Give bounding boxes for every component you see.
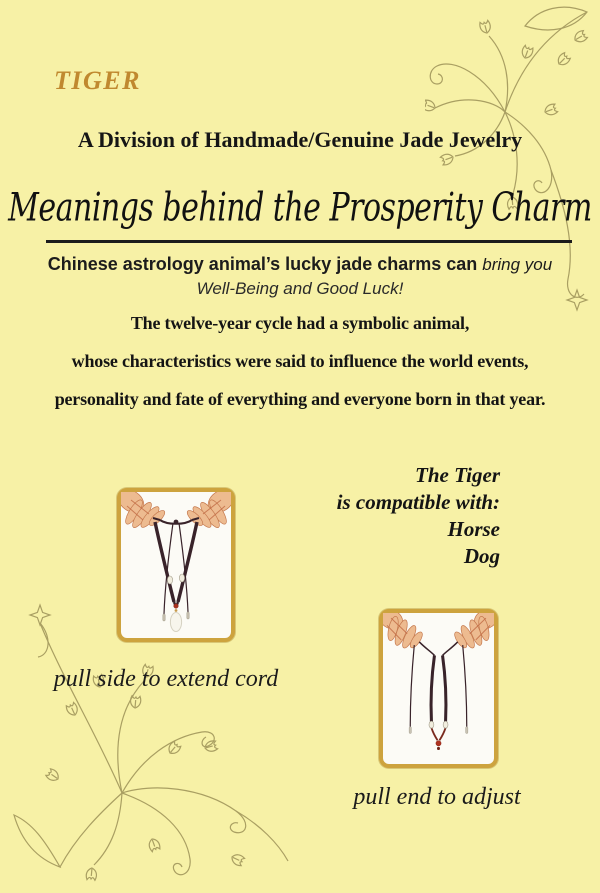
photo-caption-left: pull side to extend cord	[53, 666, 279, 692]
page-title: Meanings behind the Prosperity Charm	[8, 185, 592, 232]
cord-tip	[187, 612, 189, 619]
white-bead	[167, 576, 172, 584]
necklace-extend-illustration	[121, 492, 231, 638]
division-subtitle: A Division of Handmade/Genuine Jade Jewelry	[77, 127, 523, 152]
necklace-adjust-illustration	[383, 613, 494, 764]
compatibility-line: Dog	[463, 544, 500, 568]
red-bead	[436, 741, 441, 746]
red-bead	[174, 604, 179, 609]
red-cord-ends	[431, 728, 445, 740]
cord-tip	[409, 727, 411, 734]
necklace-extend-photo	[117, 488, 235, 642]
compatibility-line: The Tiger	[415, 463, 500, 487]
white-bead	[429, 721, 434, 728]
compatibility-block	[240, 462, 500, 570]
tagline-line1	[0, 254, 600, 275]
necklace-cords	[153, 518, 199, 614]
tagline-italic: bring you	[482, 255, 553, 274]
photo-caption-right: pull end to adjust	[353, 784, 521, 810]
right-hand	[452, 613, 494, 650]
cord-tip	[466, 727, 468, 734]
brand-title: TIGER	[54, 66, 141, 95]
cord-tip	[163, 614, 165, 621]
body-line: personality and fate of everything and everyone born in that year.	[54, 389, 546, 409]
right-hand	[185, 492, 231, 530]
compatibility-line: is compatible with:	[336, 490, 500, 514]
jade-pendant	[170, 613, 181, 632]
necklace-adjust-photo	[379, 609, 498, 768]
white-bead	[179, 574, 184, 582]
left-hand	[121, 492, 167, 530]
necklace-cords	[410, 642, 467, 727]
body-line: whose characteristics were said to influence the world events,	[71, 351, 529, 371]
gold-bead	[175, 609, 178, 612]
compatibility-line: Horse	[447, 517, 500, 541]
white-bead	[443, 721, 448, 728]
tagline-bold: Chinese astrology animal’s lucky jade charms can	[47, 254, 478, 274]
cord-knot	[174, 520, 179, 525]
body-line: The twelve-year cycle had a symbolic animal,	[130, 313, 470, 333]
cord-end-bead	[437, 747, 440, 750]
title-underline	[46, 240, 572, 243]
tagline-line2: Well-Being and Good Luck!	[196, 279, 404, 298]
left-hand	[383, 613, 425, 650]
page-title-row	[0, 185, 600, 241]
